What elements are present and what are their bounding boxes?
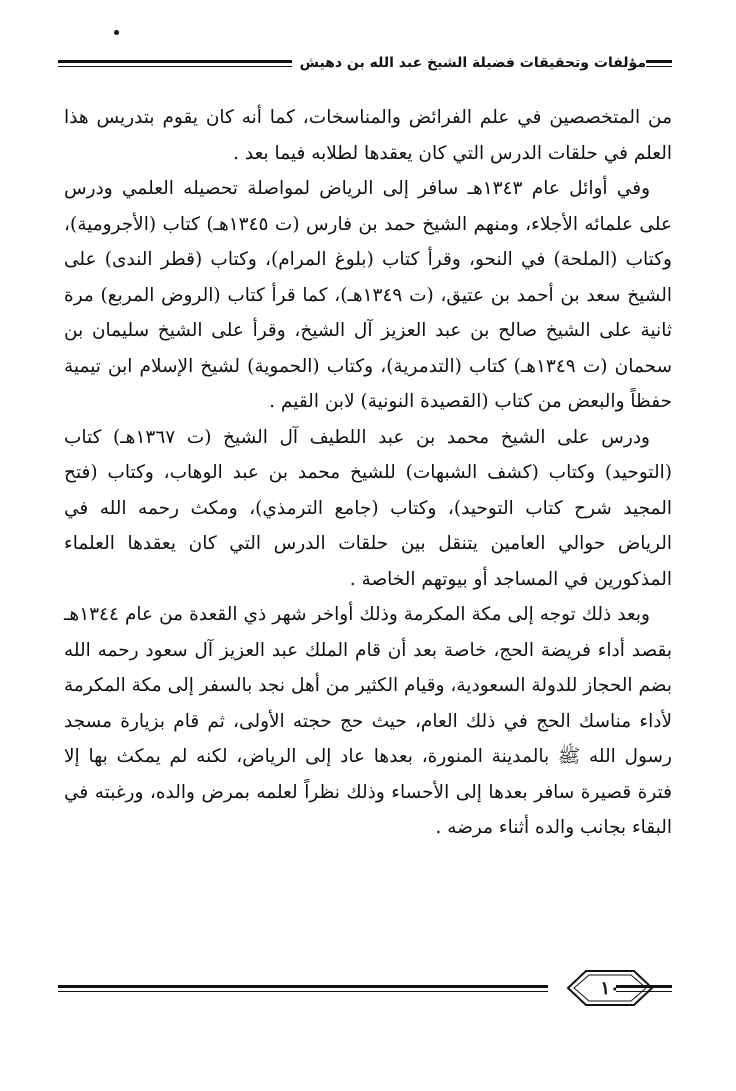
header-rule-left (58, 60, 292, 67)
paragraph-2: وفي أوائل عام ١٣٤٣هـ سافر إلى الرياض لمواصلة تحصيله العلمي ودرس على علمائه الأجلاء، ومنهم الشيخ حمد بن فارس (ت ١٣٤٥هـ) كتاب (الأجرومية)، وكتاب (الملحة) في النحو، وقرأ كتاب (بلوغ المرام)، وكتاب (قطر الندى) على الشيخ سعد بن أحمد بن عتيق، (ت ١٣٤٩هـ)، كما قرأ كتاب (الروض المربع) مرة ثانية على الشيخ صالح بن عبد العزيز آل الشيخ، وقرأ على الشيخ سليمان بن سحمان (ت ١٣٤٩هـ) كتاب (التدمرية)، وكتاب (الحموية) لشيخ الإسلام ابن تيمية حفظاً والبعض من كتاب (القصيدة النونية) لابن القيم . (64, 178, 672, 412)
running-header (58, 52, 672, 74)
page-body (64, 100, 672, 846)
paragraph-3: ودرس على الشيخ محمد بن عبد اللطيف آل الشيخ (ت ١٣٦٧هـ) كتاب (التوحيد) وكتاب (كشف الشبهات) للشيخ محمد بن عبد الوهاب، وكتاب (فتح المجيد شرح كتاب التوحيد)، وكتاب (جامع الترمذي)، ومكث رحمه الله في الرياض حوالي العامين يتنقل بين حلقات الدرس التي كان يعقدها العلماء المذكورين في المساجد أو بيوتهم الخاصة . (64, 426, 672, 590)
paragraph-1: من المتخصصين في علم الفرائض والمناسخات، كما أنه كان يقوم بتدريس هذا العلم في حلقات الدرس التي كان يعقدها لطلابه فيما بعد . (64, 107, 672, 164)
footer-rule-right (616, 985, 672, 992)
header-rule-right (646, 60, 672, 67)
paragraph-4: وبعد ذلك توجه إلى مكة المكرمة وذلك أواخر شهر ذي القعدة من عام ١٣٤٤هـ بقصد أداء فريضة الحج، خاصة بعد أن قام الملك عبد العزيز آل سعود رحمه الله بضم الحجاز للدولة السعودية، وقيام الكثير من أهل نجد بالسفر إلى مكة المكرمة لأداء مناسك الحج في ذلك العام، حيث حج حجته الأولى، ثم قام بزيارة مسجد رسول الله ﷺ بالمدينة المنورة، بعدها عاد إلى الرياض، لكنه لم يمكث بها إلا فترة قصيرة سافر بعدها إلى الأحساء وذلك نظراً لعلمه بمرض والده، ورغبته في البقاء بجانب والده أثناء مرضه . (64, 604, 672, 838)
page-footer (58, 968, 672, 1008)
header-title: مؤلفات وتحقيقات فضيلة الشيخ عبد الله بن دهيش (299, 55, 646, 71)
page-number: ١٠ (600, 977, 620, 999)
top-dot-mark (114, 30, 119, 35)
footer-rule-left (58, 985, 548, 992)
